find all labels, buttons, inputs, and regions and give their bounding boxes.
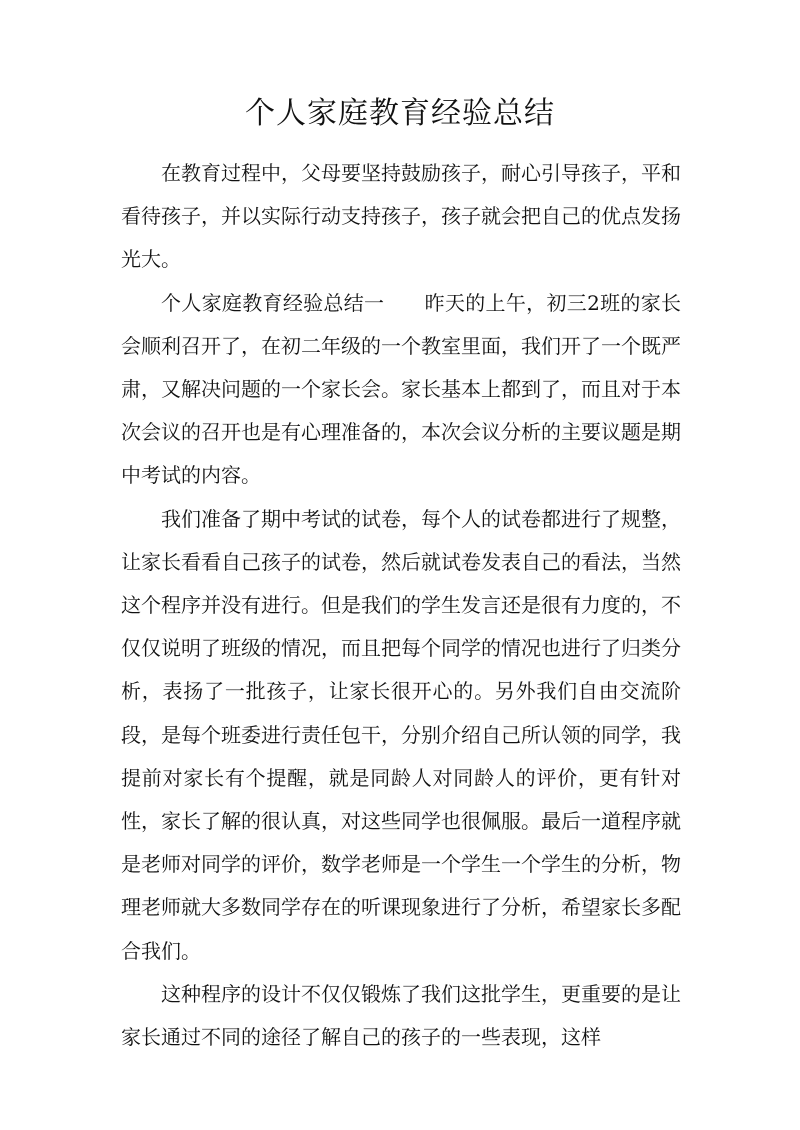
- paragraph-meeting-text: 昨天的上午，初三2班的家长会顺利召开了，在初二年级的一个教室里面，我们开了一个既严肃，又解决问题的一个家长会。家长基本上都到了，而且对于本次会议的召开也是有心理准备的，本次会议分析的主要议题是期中考试的内容。: [121, 290, 682, 488]
- document-title: 个人家庭教育经验总结: [245, 96, 555, 131]
- section-heading: 个人家庭教育经验总结一: [161, 290, 385, 315]
- paragraph-intro: 在教育过程中，父母要坚持鼓励孩子，耐心引导孩子，平和看待孩子，并以实际行动支持孩子，孩子就会把自己的优点发扬光大。: [121, 161, 681, 272]
- paragraph-meeting: [121, 282, 681, 498]
- paragraph-program-design: 这种程序的设计不仅仅锻炼了我们这批学生，更重要的是让家长通过不同的途径了解自己的孩子的一些表现，这样: [121, 981, 681, 1050]
- document-body: [121, 152, 681, 1059]
- paragraph-exam-review: 我们准备了期中考试的试卷，每个人的试卷都进行了规整，让家长看看自己孩子的试卷，然后就试卷发表自己的看法，当然这个程序并没有进行。但是我们的学生发言还是很有力度的，不仅仅说明了班级的情况，而且把每个同学的情况也进行了归类分析，表扬了一批孩子，让家长很开心的。另外我们自由交流阶段，是每个班委进行责任包干，分别介绍自己所认领的同学，我提前对家长有个提醒，就是同龄人对同龄人的评价，更有针对性，家长了解的很认真，对这些同学也很佩服。最后一道程序就是老师对同学的评价，数学老师是一个学生一个学生的分析，物理老师就大多数同学存在的听课现象进行了分析，希望家长多配合我们。: [121, 506, 681, 963]
